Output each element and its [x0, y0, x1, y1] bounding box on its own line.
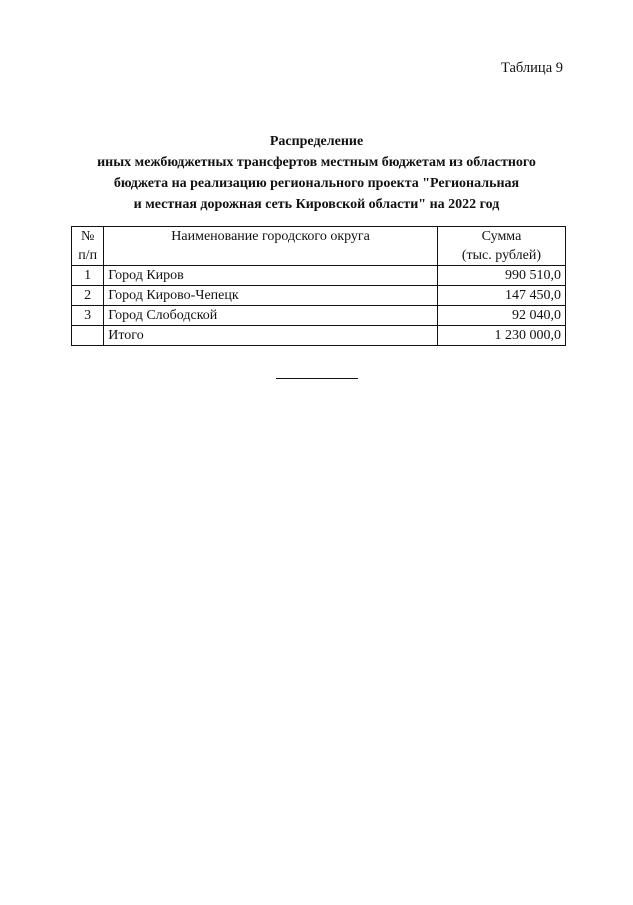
title-line: иных межбюджетных трансфертов местным бюджетам из областного [97, 155, 536, 170]
header-name: Наименование городского округа [104, 227, 438, 266]
row-name: Город Слободской [104, 306, 438, 326]
table-total-row [72, 326, 566, 346]
title-line: и местная дорожная сеть Кировской области" на 2022 год [133, 197, 500, 212]
table-number: Таблица 9 [500, 60, 563, 76]
document-title [40, 131, 593, 215]
row-name: Город Киров [104, 266, 438, 286]
row-number: 2 [72, 286, 104, 306]
total-sum: 1 230 000,0 [437, 326, 565, 346]
table-header-row [72, 227, 566, 266]
distribution-table [71, 226, 566, 346]
title-line: Распределение [269, 134, 364, 149]
row-sum: 92 040,0 [437, 306, 565, 326]
total-number [72, 326, 104, 346]
row-name: Город Кирово-Чепецк [104, 286, 438, 306]
row-number: 1 [72, 266, 104, 286]
header-number [72, 227, 104, 266]
header-sum-line2: (тыс. рублей) [461, 248, 542, 263]
table-row [72, 306, 566, 326]
row-number: 3 [72, 306, 104, 326]
end-separator-line [276, 378, 358, 379]
header-number-line1: № [80, 229, 95, 244]
row-sum: 990 510,0 [437, 266, 565, 286]
title-line: бюджета на реализацию регионального проекта "Региональная [113, 176, 520, 191]
total-label: Итого [104, 326, 438, 346]
header-number-line2: п/п [78, 248, 98, 263]
row-sum: 147 450,0 [437, 286, 565, 306]
header-sum [437, 227, 565, 266]
table-row [72, 286, 566, 306]
table-row [72, 266, 566, 286]
header-sum-line1: Сумма [481, 229, 522, 244]
